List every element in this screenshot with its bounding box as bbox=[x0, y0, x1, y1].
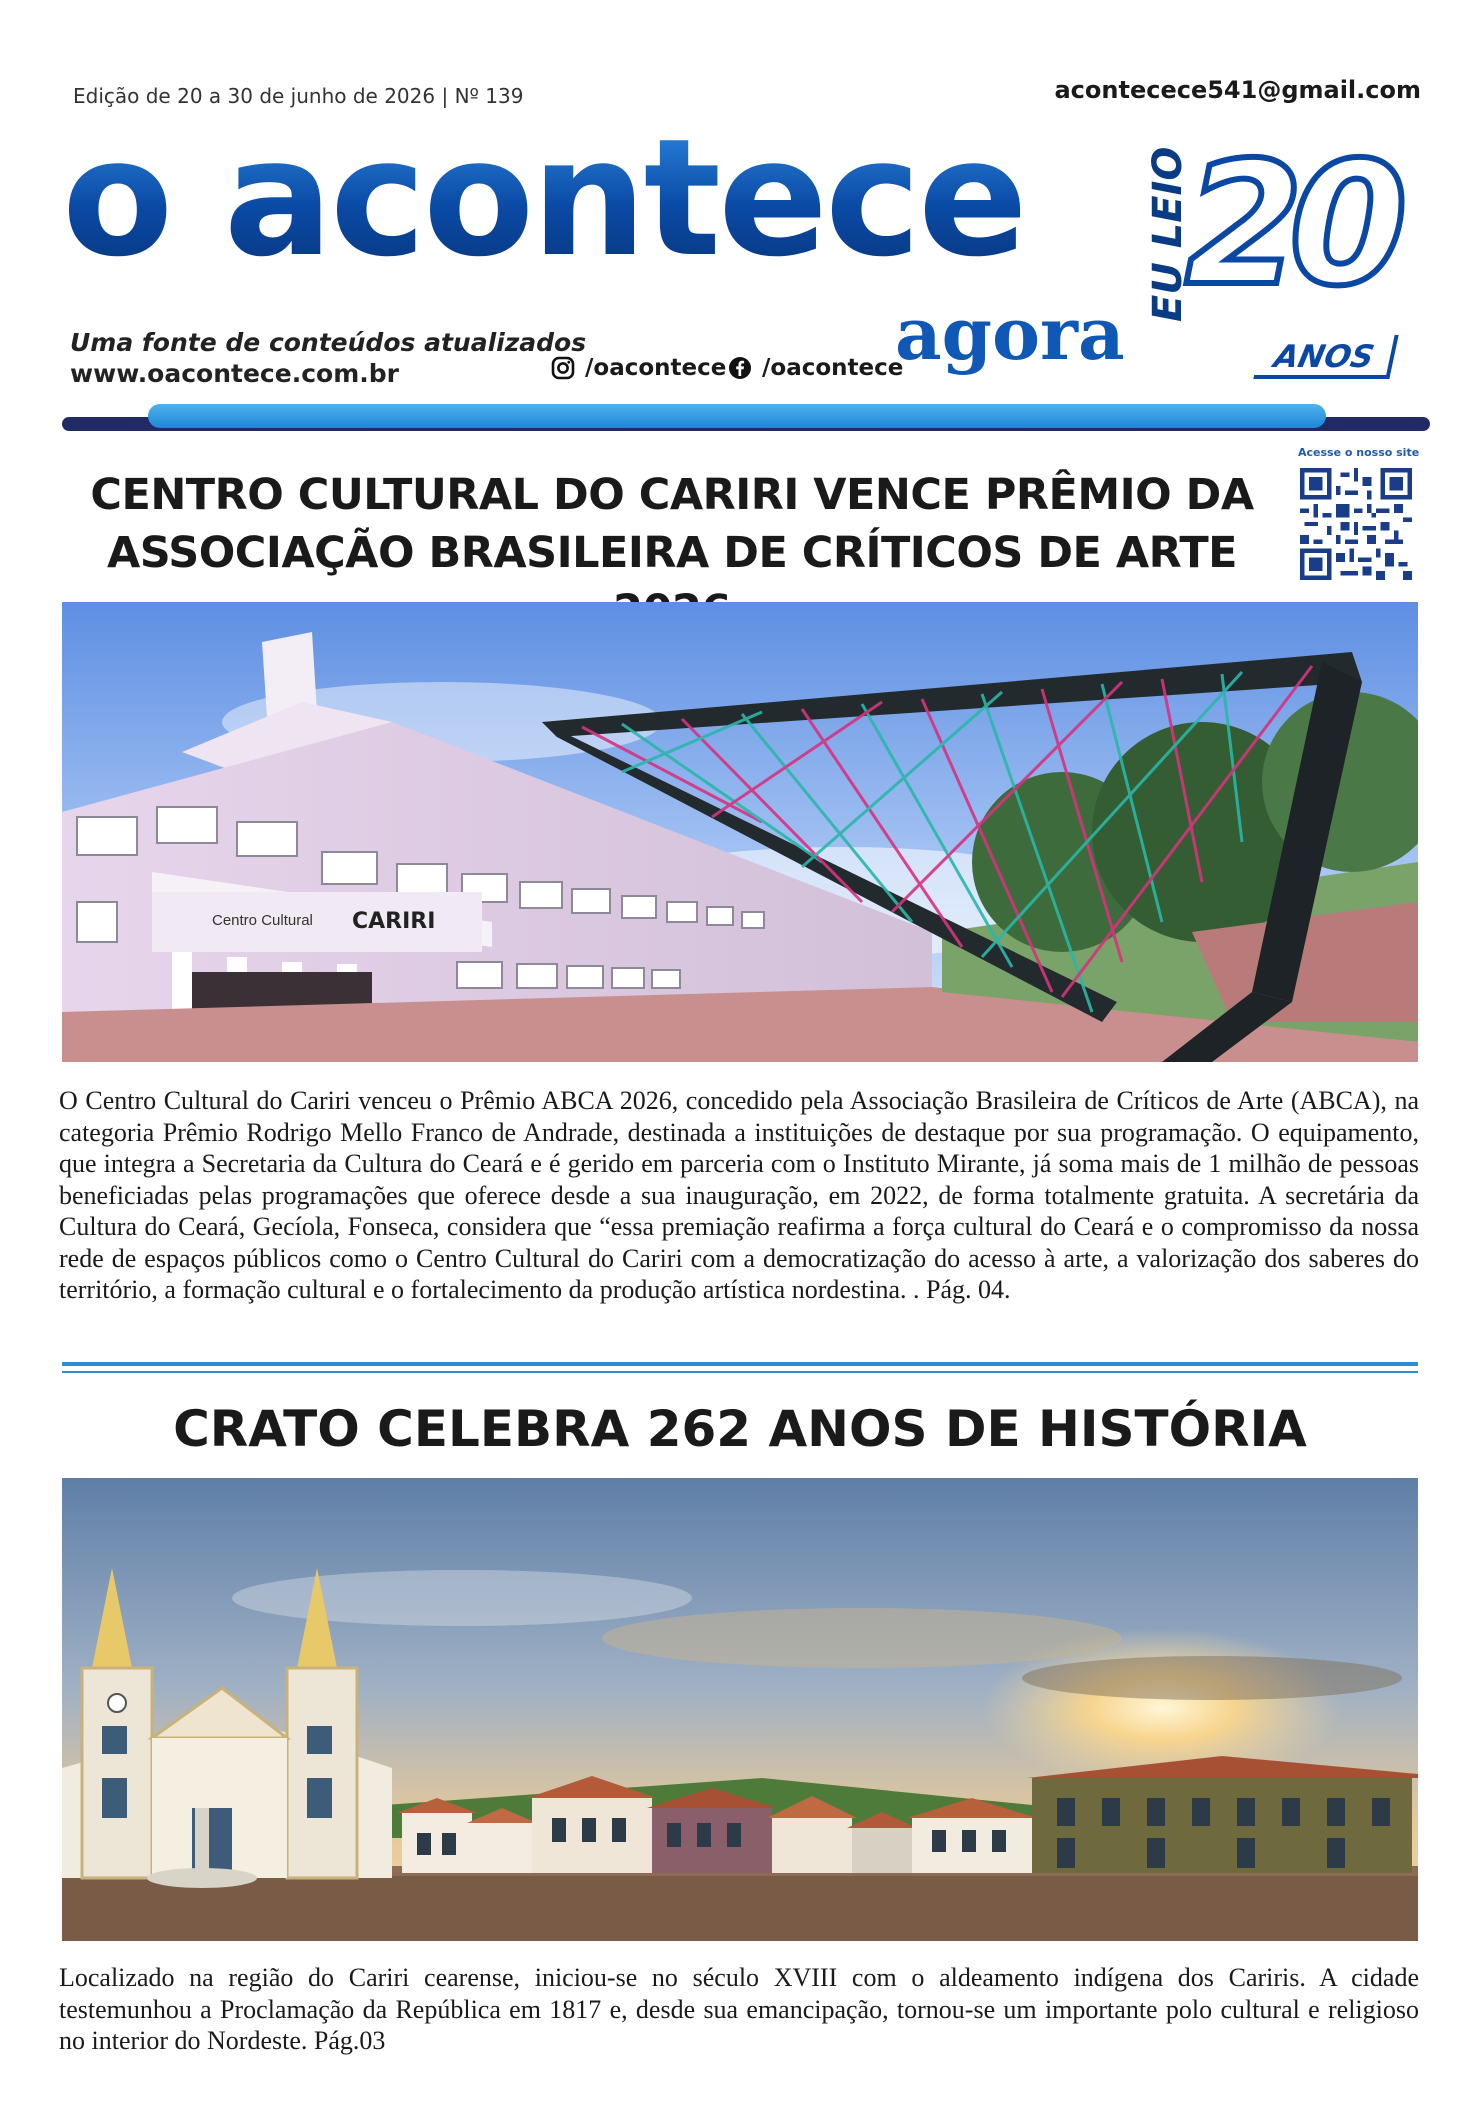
facebook-link[interactable] bbox=[728, 355, 903, 381]
crato-panorama-photo bbox=[62, 1478, 1418, 1941]
section-divider bbox=[62, 1362, 1418, 1366]
qr-label: Acesse o nosso site bbox=[1298, 446, 1420, 459]
building-sign-text: Centro Cultural bbox=[212, 912, 313, 929]
instagram-handle: /oacontece bbox=[585, 355, 727, 381]
headline-cultural-center: CENTRO CULTURAL DO CARIRI VENCE PRÊMIO DA ASSOCIAÇÃO BRASILEIRA DE CRÍTICOS DE ARTE bbox=[90, 470, 1254, 578]
cultural-center-photo bbox=[62, 602, 1418, 1062]
website-link[interactable]: www.oacontece.com.br bbox=[70, 359, 399, 388]
logo-title: o acontece bbox=[62, 105, 1025, 293]
instagram-link[interactable] bbox=[551, 355, 726, 381]
section-divider-thin bbox=[62, 1371, 1418, 1373]
article-text-cultural-center: O Centro Cultural do Cariri venceu o Prêmio ABCA 2026, concedido pela Associação Brasileira de Críticos de Arte (ABCA), na categoria Prêmio Rodrigo Mello Franco de Andrade, destinada a instituições de destaque por sua programação. O equipamento, que integra a Secretaria da Cultura do Ceará e é gerido em parceria com o Instituto Mirante, já soma mais de 1 milhão de pessoas beneficiadas pelas programações que oferece desde a sua inauguração, em 2022, de forma totalmente gratuita. A secretária da Cultura do Ceará, Gecíola, Fonseca, considera que “essa premiação reafirma a força cultural do Ceará e o compromisso da nossa rede de espaços públicos como o Centro Cultural do Cariri com a democratização do acesso à arte, a valorização dos saberes do território, a formação cultural e o fortalecimento da produção artística nordestina. . Pág. 04. bbox=[59, 1086, 1419, 1304]
anniversary-eu-leio: EU LEIO bbox=[1145, 146, 1191, 322]
facebook-icon bbox=[728, 356, 752, 380]
anniversary-number: 20 bbox=[1185, 126, 1394, 324]
facebook-handle: /oacontece bbox=[762, 355, 904, 381]
article-text-crato: Localizado na região do Cariri cearense, iniciou-se no século XVIII com o aldeamento indígena dos Cariris. A cidade testemunhou a Proclamação da República em 1817 e, desde sua emancipação, tornou-se um importante polo cultural e religioso no interior do Nordeste. Pág.03 bbox=[59, 1963, 1419, 2055]
edition-info: Edição de 20 a 30 de junho de 2026 | Nº 139 bbox=[73, 84, 524, 108]
tagline: Uma fonte de conteúdos atualizados bbox=[70, 328, 587, 357]
qr-code-icon[interactable] bbox=[1300, 468, 1412, 580]
building-sign-logo: CARIRI bbox=[352, 909, 436, 934]
headline-crato: CRATO CELEBRA 262 ANOS DE HISTÓRIA bbox=[173, 1400, 1307, 1458]
header-divider-light bbox=[148, 404, 1326, 428]
contact-email[interactable]: acontecece541@gmail.com bbox=[1054, 76, 1421, 104]
anniversary-anos: ANOS bbox=[1253, 335, 1398, 379]
instagram-icon bbox=[551, 356, 575, 380]
logo-subtitle: agora bbox=[895, 291, 1125, 376]
